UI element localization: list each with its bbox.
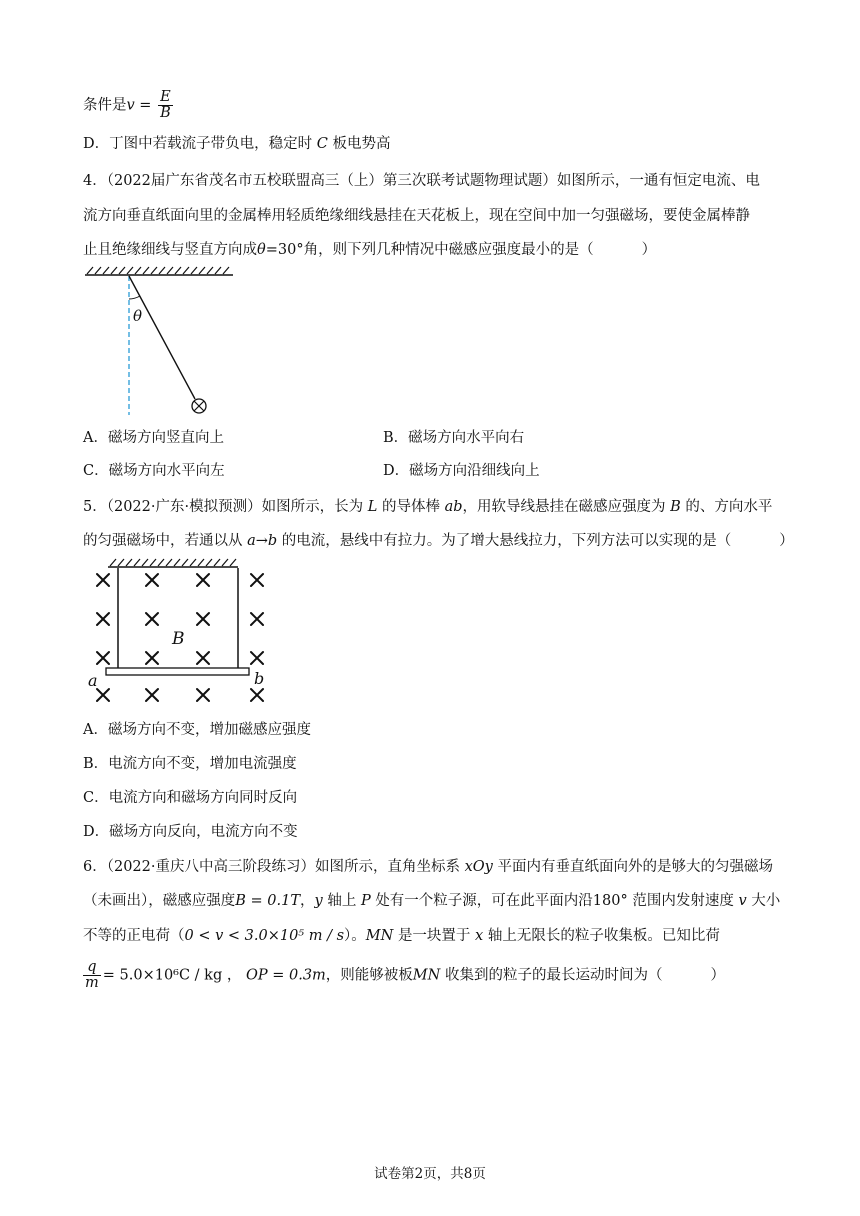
angle-arc xyxy=(129,296,140,299)
q5-option-b[interactable]: B．电流方向不变，增加电流强度 xyxy=(83,756,297,772)
q5-option-a[interactable]: A．磁场方向不变，增加磁感应强度 xyxy=(83,722,311,738)
fraction-q-over-m: $\frac{q}{m}$ xyxy=(85,959,99,991)
q4-line-3: 止且绝缘细线与竖直方向成θ=30°角，则下列几种情况中磁感应强度最小的是（ ） xyxy=(83,242,657,258)
prev-option-d: D．丁图中若载流子带负电，稳定时 C 板电势高 xyxy=(83,136,391,152)
page-footer: 试卷第2页，共8页 xyxy=(374,1166,486,1182)
q4-option-d[interactable]: D．磁场方向沿细线向上 xyxy=(383,463,540,479)
fraction-e-over-b: $\frac{E}{B}$ xyxy=(160,89,171,121)
q4-line-1: 4．（2022届广东省茂名市五校联盟高三（上）第三次联考试题物理试题）如图所示，一通有恒定电流、电 xyxy=(83,173,760,189)
conductor-rod xyxy=(106,668,249,675)
thread-line xyxy=(129,276,195,399)
q5-option-c[interactable]: C．电流方向和磁场方向同时反向 xyxy=(83,790,298,806)
q6-line-4: $\frac{q}{m}$ = 5.0×10⁶C / kg ， OP = 0.3m，则能够被板MN 收集到的粒子的最长运动时间为（ ） xyxy=(85,959,725,991)
velocity-var: v = xyxy=(126,97,152,114)
q5-line-1: 5．（2022·广东·模拟预测）如图所示，长为 L 的导体棒 ab，用软导线悬挂在磁感应强度为 B 的、方向水平 xyxy=(83,499,773,515)
theta-label: θ xyxy=(133,307,143,325)
q6-line-1: 6．（2022·重庆八中高三阶段练习）如图所示，直角坐标系 xOy 平面内有垂直纸面向外的是够大的匀强磁场 xyxy=(83,859,773,875)
q5-magnetic-field-figure xyxy=(86,556,276,712)
q4-line-2: 流方向垂直纸面向里的金属棒用轻质绝缘细线悬挂在天花板上，现在空间中加一匀强磁场，要使金属棒静 xyxy=(83,208,750,224)
prev-condition-line: 条件是v = $\frac{E}{B}$ xyxy=(83,89,171,121)
q4-option-a[interactable]: A．磁场方向竖直向上 xyxy=(83,430,224,446)
q4-pendulum-figure xyxy=(83,263,243,423)
q4-option-c[interactable]: C．磁场方向水平向左 xyxy=(83,463,225,479)
field-b-label: B xyxy=(172,629,185,649)
end-b-label: b xyxy=(254,669,265,688)
ceiling-hatch xyxy=(110,559,236,566)
q5-option-d[interactable]: D．磁场方向反向，电流方向不变 xyxy=(83,824,298,840)
q6-line-2: （未画出），磁感应强度B = 0.1T，y 轴上 P 处有一个粒子源，可在此平面内沿180° 范围内发射速度 v 大小 xyxy=(83,893,781,909)
ceiling-hatch xyxy=(87,267,229,274)
q4-option-b[interactable]: B．磁场方向水平向右 xyxy=(383,430,525,446)
q5-line-2: 的匀强磁场中，若通以从 a→b 的电流，悬线中有拉力。为了增大悬线拉力，下列方法可以实现的是（ ） xyxy=(83,533,794,549)
end-a-label: a xyxy=(88,671,98,690)
q6-line-3: 不等的正电荷（0 < v < 3.0×10⁵ m / s）。MN 是一块置于 x 轴上无限长的粒子收集板。已知比荷 xyxy=(83,928,720,944)
